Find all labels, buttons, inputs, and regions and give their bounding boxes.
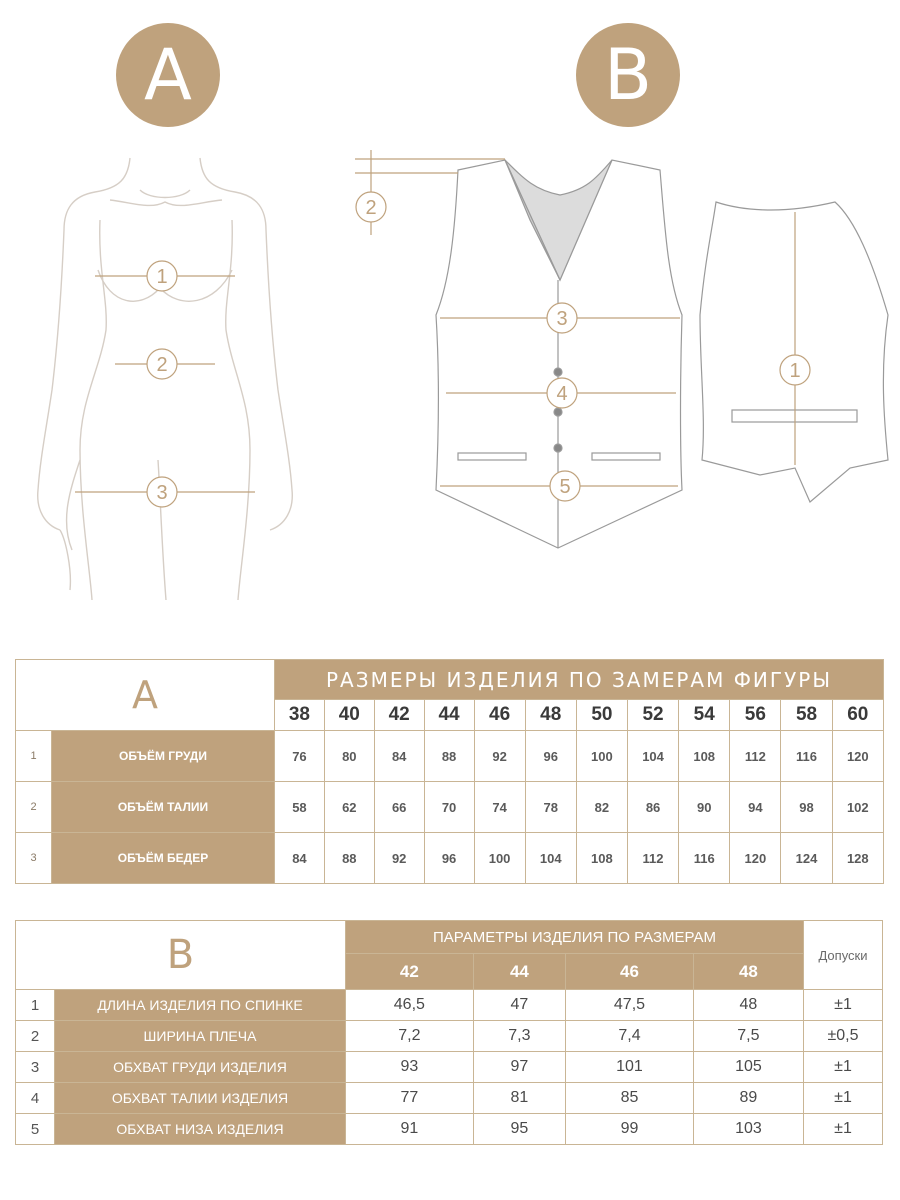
table-cell: 47,5 [566, 990, 694, 1021]
table-a-heading: РАЗМЕРЫ ИЗДЕЛИЯ ПО ЗАМЕРАМ ФИГУРЫ [275, 660, 884, 700]
table-cell: 46,5 [346, 990, 474, 1021]
table-row [16, 1052, 883, 1083]
table-cell: 112 [627, 833, 678, 884]
row-number: 2 [16, 1021, 55, 1052]
row-number: 2 [16, 782, 52, 833]
size-header: 48 [693, 954, 803, 990]
table-cell: 74 [474, 782, 525, 833]
table-cell: 77 [346, 1083, 474, 1114]
table-cell: 81 [473, 1083, 565, 1114]
table-cell: 96 [525, 731, 576, 782]
row-label: ДЛИНА ИЗДЕЛИЯ ПО СПИНКЕ [55, 990, 346, 1021]
table-cell: 89 [693, 1083, 803, 1114]
vest-back-illustration [700, 202, 888, 502]
vest-marker-3-label: 3 [556, 308, 568, 330]
row-number: 5 [16, 1114, 55, 1145]
table-row [16, 1114, 883, 1145]
table-cell: 120 [730, 833, 781, 884]
tolerance-cell: ±1 [804, 990, 883, 1021]
section-badge-b: B [576, 23, 680, 127]
table-cell: 7,5 [693, 1021, 803, 1052]
vest-marker-1-label: 1 [789, 360, 801, 382]
table-cell: 92 [374, 833, 424, 884]
tolerance-header: Допуски [804, 921, 883, 990]
table-cell: 84 [275, 833, 325, 884]
table-cell: 91 [346, 1114, 474, 1145]
table-cell: 116 [679, 833, 730, 884]
table-cell: 98 [781, 782, 832, 833]
size-header: 56 [730, 700, 781, 731]
table-cell: 128 [832, 833, 883, 884]
size-header: 48 [525, 700, 576, 731]
table-cell: 62 [324, 782, 374, 833]
section-badge-a: A [116, 23, 220, 127]
table-cell: 108 [576, 833, 627, 884]
table-cell: 112 [730, 731, 781, 782]
tolerance-cell: ±1 [804, 1114, 883, 1145]
table-cell: 66 [374, 782, 424, 833]
row-label: ШИРИНА ПЛЕЧА [55, 1021, 346, 1052]
table-cell: 94 [730, 782, 781, 833]
row-label: ОБЪЁМ ГРУДИ [52, 731, 275, 782]
vest-marker-4-label: 4 [556, 383, 568, 405]
vest-marker-5-label: 5 [559, 476, 571, 498]
size-header: 50 [576, 700, 627, 731]
table-cell: 102 [832, 782, 883, 833]
table-cell: 76 [275, 731, 325, 782]
vest-marker-2-label: 2 [365, 197, 377, 219]
table-cell: 86 [627, 782, 678, 833]
table-cell: 95 [473, 1114, 565, 1145]
table-cell: 96 [424, 833, 474, 884]
table-a-letter: A [16, 660, 275, 731]
table-cell: 58 [275, 782, 325, 833]
size-header: 46 [474, 700, 525, 731]
table-row [16, 990, 883, 1021]
table-cell: 7,4 [566, 1021, 694, 1052]
tolerance-cell: ±1 [804, 1083, 883, 1114]
table-row [16, 1021, 883, 1052]
table-cell: 85 [566, 1083, 694, 1114]
table-cell: 84 [374, 731, 424, 782]
table-cell: 48 [693, 990, 803, 1021]
figure-marker-3-label: 3 [156, 482, 168, 504]
table-cell: 80 [324, 731, 374, 782]
figure-marker-1-label: 1 [156, 266, 168, 288]
row-label: ОБХВАТ ГРУДИ ИЗДЕЛИЯ [55, 1052, 346, 1083]
table-cell: 78 [525, 782, 576, 833]
size-header: 38 [275, 700, 325, 731]
table-cell: 104 [525, 833, 576, 884]
size-header: 42 [346, 954, 474, 990]
table-row [16, 833, 884, 884]
row-number: 1 [16, 731, 52, 782]
size-header: 46 [566, 954, 694, 990]
size-header: 40 [324, 700, 374, 731]
size-header: 60 [832, 700, 883, 731]
table-cell: 7,3 [473, 1021, 565, 1052]
table-cell: 108 [679, 731, 730, 782]
table-row [16, 1083, 883, 1114]
table-cell: 7,2 [346, 1021, 474, 1052]
tolerance-cell: ±0,5 [804, 1021, 883, 1052]
table-cell: 99 [566, 1114, 694, 1145]
table-row [16, 782, 884, 833]
table-cell: 92 [474, 731, 525, 782]
table-cell: 47 [473, 990, 565, 1021]
table-row [16, 731, 884, 782]
table-cell: 100 [474, 833, 525, 884]
size-header: 52 [627, 700, 678, 731]
table-cell: 120 [832, 731, 883, 782]
measurement-illustrations [0, 130, 900, 630]
tolerance-cell: ±1 [804, 1052, 883, 1083]
row-label: ОБЪЁМ БЕДЕР [52, 833, 275, 884]
row-label: ОБЪЁМ ТАЛИИ [52, 782, 275, 833]
table-cell: 93 [346, 1052, 474, 1083]
table-cell: 97 [473, 1052, 565, 1083]
row-number: 1 [16, 990, 55, 1021]
table-cell: 104 [627, 731, 678, 782]
size-header: 44 [473, 954, 565, 990]
table-cell: 90 [679, 782, 730, 833]
table-cell: 103 [693, 1114, 803, 1145]
table-cell: 82 [576, 782, 627, 833]
table-cell: 100 [576, 731, 627, 782]
size-header: 54 [679, 700, 730, 731]
row-number: 3 [16, 833, 52, 884]
table-cell: 101 [566, 1052, 694, 1083]
table-cell: 88 [424, 731, 474, 782]
table-b-letter: B [16, 921, 346, 990]
size-header: 42 [374, 700, 424, 731]
table-cell: 105 [693, 1052, 803, 1083]
size-header: 58 [781, 700, 832, 731]
figure-marker-2-label: 2 [156, 354, 168, 376]
row-label: ОБХВАТ НИЗА ИЗДЕЛИЯ [55, 1114, 346, 1145]
table-cell: 70 [424, 782, 474, 833]
row-number: 3 [16, 1052, 55, 1083]
table-cell: 116 [781, 731, 832, 782]
table-cell: 88 [324, 833, 374, 884]
size-header: 44 [424, 700, 474, 731]
body-measurements-table [15, 659, 884, 884]
table-b-heading: ПАРАМЕТРЫ ИЗДЕЛИЯ ПО РАЗМЕРАМ [346, 921, 804, 954]
row-number: 4 [16, 1083, 55, 1114]
garment-parameters-table [15, 920, 883, 1145]
table-cell: 124 [781, 833, 832, 884]
row-label: ОБХВАТ ТАЛИИ ИЗДЕЛИЯ [55, 1083, 346, 1114]
